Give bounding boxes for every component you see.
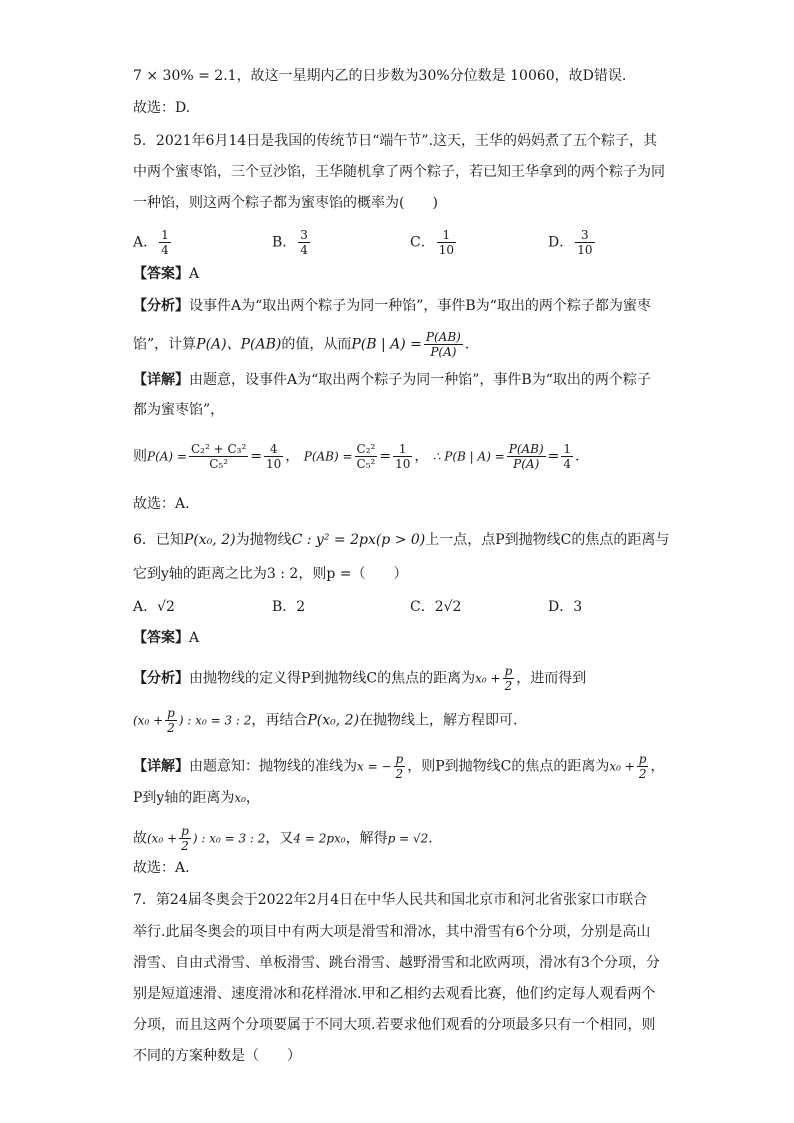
question-7-text: 举行.此届冬奥会的项目中有两大项是滑雪和滑冰，其中滑雪有6个分项，分别是高山	[133, 924, 651, 940]
option-d: D． $\frac{3}{10}$	[548, 228, 593, 257]
question-7-text: 不同的方案种数是（ ）	[133, 1048, 301, 1064]
option-d: D．3	[548, 599, 583, 615]
detail-line: P到y轴的距离为x₀，	[133, 790, 260, 806]
analysis-line: 馅”，计算P(A)、P(AB)的值，从而P(B | A) = $\frac{P(AB)}{P(A)}$ .	[133, 330, 470, 359]
answer-line: 【答案】A	[133, 266, 200, 282]
choice-line: 故选：A.	[133, 496, 190, 512]
analysis-line: 【分析】设事件A为“取出两个粽子为同一种馅”，事件B为“取出的两个粽子都为蜜枣	[133, 298, 651, 314]
option-b: B．2	[272, 599, 306, 615]
detail-formula: 则P(A) = $\frac{\text{C₂² + C₃²}}{\text{C₅²}}$ = $\frac{4}{10}$ ， P(AB) = $\frac{\text{C₂²}}{\text{C₅²}}$ = $\frac{1}{10}$ ， ∴ P(B | A) = $\frac{P(AB)}{P(A)}$ = $\frac{1}{4}$ .	[133, 442, 580, 471]
math-expression: 7 × 30% = 2.1	[133, 68, 237, 84]
question-5-text: 一种馅，则这两个粽子都为蜜枣馅的概率为( )	[133, 195, 438, 211]
question-5-text: 中两个蜜枣馅，三个豆沙馅，王华随机拿了两个粽子，若已知王华拿到的两个粽子为同	[133, 164, 665, 180]
question-7-text: 7．第24届冬奥会于2022年2月4日在中华人民共和国北京市和河北省张家口市联合	[133, 892, 648, 908]
option-a: A．√2	[133, 599, 175, 615]
question-6-text: 6．已知P(x₀, 2)为抛物线C : y² = 2px(p > 0)上一点，点P到抛物线C的焦点的距离与	[133, 532, 670, 548]
detail-line: 都为蜜枣馅”，	[133, 402, 225, 418]
question-5-text: 5．2021年6月14日是我国的传统节日“端午节”.这天，王华的妈妈煮了五个粽子，其	[133, 133, 658, 149]
question-7-text: 别是短道速滑、速度滑冰和花样滑冰.甲和乙相约去观看比赛，他们约定每人观看两个	[133, 986, 656, 1002]
question-6-text: 它到y轴的距离之比为3 : 2，则p =（ ）	[133, 566, 408, 582]
detail-formula: 故(x₀ + $\frac{p}{2}$ ) : x₀ = 3 : 2，又4 = 2px₀，解得p = √2.	[133, 824, 433, 853]
option-b: B． $\frac{3}{4}$	[272, 228, 308, 257]
detail-line: 【详解】由题意，设事件A为“取出两个粽子为同一种馅”，事件B为“取出的两个粽子	[133, 372, 651, 388]
option-a: A． $\frac{1}{4}$	[133, 228, 169, 257]
answer-line: 【答案】A	[133, 630, 200, 646]
analysis-line: 【分析】由抛物线的定义得P到抛物线C的焦点的距离为x₀ + $\frac{p}{2}$ ，进而得到	[133, 664, 587, 693]
analysis-line: (x₀ + $\frac{p}{2}$ ) : x₀ = 3 : 2，再结合P(x₀, 2)在抛物线上，解方程即可.	[133, 706, 518, 735]
option-c: C． $\frac{1}{10}$	[410, 228, 454, 257]
choice-line: 故选：A.	[133, 860, 190, 876]
option-c: C．2√2	[410, 599, 462, 615]
question-7-text: 滑雪、自由式滑雪、单板滑雪、跳台滑雪、越野滑雪和北欧两项，滑冰有3个分项，分	[133, 955, 660, 971]
text-line: 7 × 30% = 2.1，故这一星期内乙的日步数为30%分位数是 10060，故D错误.	[133, 68, 627, 84]
text-line: 故选：D.	[133, 100, 191, 116]
detail-line: 【详解】由题意知：抛物线的准线为x = − $\frac{p}{2}$ ，则P到抛物线C的焦点的距离为x₀ + $\frac{p}{2}$ ，	[133, 752, 665, 781]
question-7-text: 分项，而且这两个分项要属于不同大项.若要求他们观看的分项最多只有一个相同，则	[133, 1017, 656, 1033]
